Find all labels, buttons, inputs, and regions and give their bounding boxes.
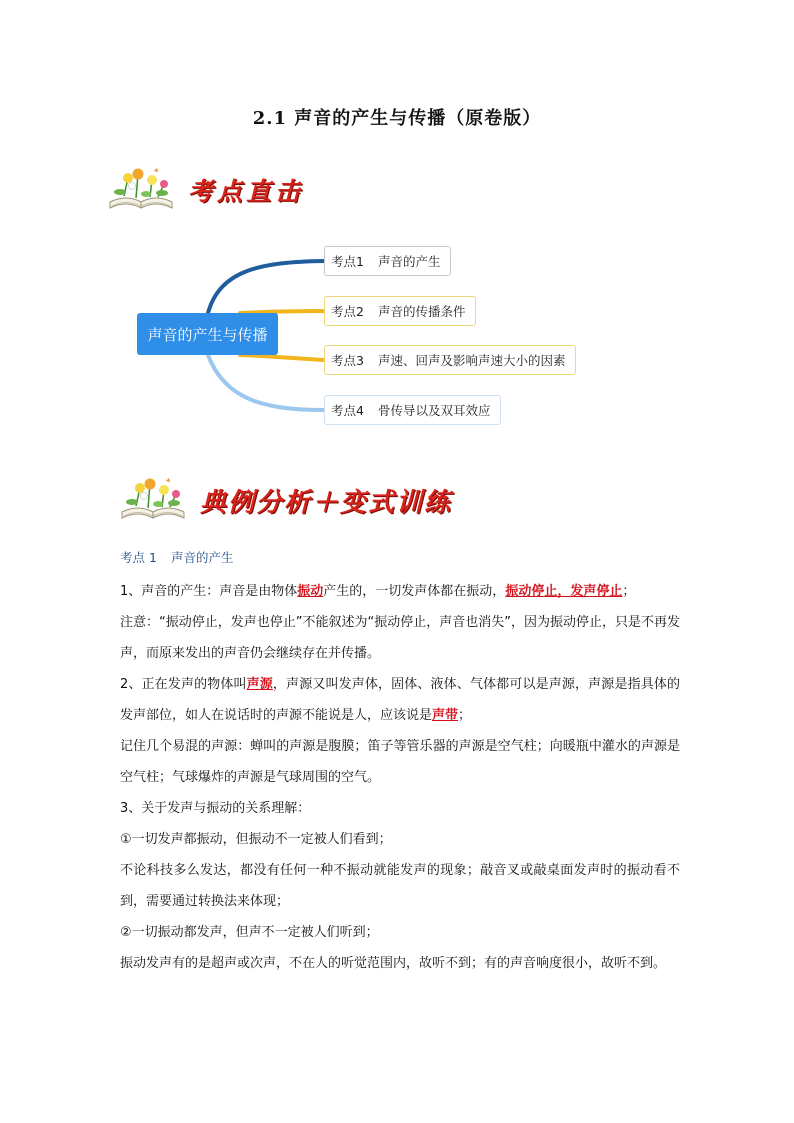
mindmap-node-1 bbox=[324, 246, 451, 276]
node-label: 考点1 bbox=[331, 254, 364, 269]
key-term: 振动停止，发声停止 bbox=[505, 584, 623, 599]
paragraph-1 bbox=[120, 576, 680, 607]
mindmap-central-topic: 声音的产生与传播 bbox=[137, 313, 278, 355]
paragraph-4: 记住几个易混的声源：蝉叫的声源是腹膜；笛子等管乐器的声源是空气柱；向暖瓶中灌水的声源是空气柱；气球爆炸的声源是气球周围的空气。 bbox=[120, 739, 680, 785]
text-run: ； bbox=[622, 584, 636, 599]
heading-text: 声音的产生 bbox=[170, 550, 234, 565]
paragraph-3 bbox=[120, 669, 680, 731]
text-run: ； bbox=[458, 708, 472, 723]
text-run: 2、正在发声的物体叫 bbox=[120, 677, 247, 692]
text-run: 产生的，一切发声体都在振动， bbox=[323, 584, 506, 599]
node-text: 骨传导以及双耳效应 bbox=[377, 403, 491, 418]
node-text: 声音的产生 bbox=[377, 254, 441, 269]
node-text: 声音的传播条件 bbox=[377, 304, 466, 319]
section-banner-key-points bbox=[106, 166, 304, 214]
paragraph-8: ②一切振动都发声，但声不一定被人们听到； bbox=[120, 925, 379, 940]
node-label: 考点3 bbox=[331, 353, 364, 368]
text-run: 1、声音的产生：声音是由物体 bbox=[120, 584, 298, 599]
banner-title: 典例分析＋变式训练 bbox=[200, 487, 453, 518]
paragraph-6: ①一切发声都振动，但振动不一定被人们看到； bbox=[120, 832, 392, 847]
mindmap-node-4 bbox=[324, 395, 501, 425]
key-term: 振动 bbox=[297, 584, 324, 599]
paragraph-2: 注意：“振动停止，发声也停止”不能叙述为“振动停止，声音也消失”，因为振动停止，只是不再发声，而原来发出的声音仍会继续存在并传播。 bbox=[120, 615, 680, 661]
banner-title: 考点直击 bbox=[188, 177, 305, 206]
key-term: 声源 bbox=[246, 677, 273, 692]
section-heading bbox=[120, 548, 680, 566]
key-term: 声带 bbox=[432, 708, 459, 723]
mindmap-node-3 bbox=[324, 345, 576, 375]
book-flowers-icon bbox=[118, 476, 188, 524]
node-label: 考点4 bbox=[331, 403, 364, 418]
paragraph-5: 3、关于发声与振动的关系理解： bbox=[120, 801, 311, 816]
text-run: ，声源又叫发声体，固体、液体、气体都可以是声源，声源是指具体的发声部位，如人在说话时的声源不能说是人，应该说是 bbox=[120, 677, 680, 723]
paragraph-9: 振动发声有的是超声或次声，不在人的听觉范围内，故听不到；有的声音响度很小，故听不到。 bbox=[120, 956, 667, 971]
node-label: 考点2 bbox=[331, 304, 364, 319]
heading-label: 考点 1 bbox=[120, 550, 157, 565]
node-text: 声速、回声及影响声速大小的因素 bbox=[377, 353, 566, 368]
mindmap-node-2 bbox=[324, 296, 476, 326]
section-banner-examples bbox=[118, 476, 452, 524]
document-title: 2.1 声音的产生与传播（原卷版） bbox=[252, 108, 542, 129]
content-body bbox=[120, 548, 680, 979]
book-flowers-icon bbox=[106, 166, 176, 214]
paragraph-7: 不论科技多么发达，都没有任何一种不振动就能发声的现象；敲音叉或敲桌面发声时的振动看不到，需要通过转换法来体现； bbox=[120, 863, 680, 909]
